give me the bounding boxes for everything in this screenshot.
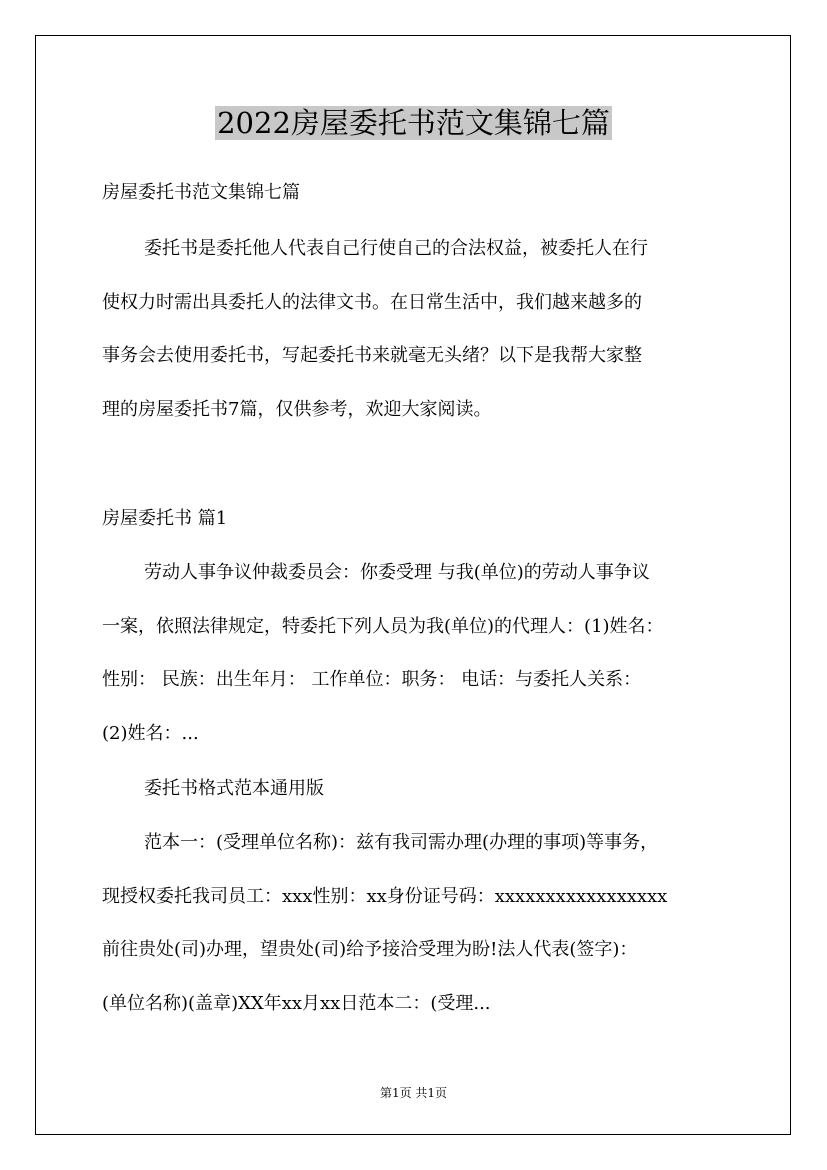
template-line-2: 现授权委托我司员工：xxx性别：xx身份证号码：xxxxxxxxxxxxxxxxx — [102, 885, 668, 907]
page-footer: 第1页 共1页 — [379, 1086, 448, 1100]
section-line-4: (2)姓名：... — [102, 722, 199, 744]
section-line-3: 性别： 民族：出生年月： 工作单位：职务： 电话：与委托人关系： — [102, 669, 642, 690]
template-heading: 委托书格式范本通用版 — [144, 778, 324, 799]
section-line-1: 劳动人事争议仲裁委员会：你委受理 与我(单位)的劳动人事争议 — [144, 562, 650, 583]
intro-line-2: 使权力时需出具委托人的法律文书。在日常生活中，我们越来越多的 — [102, 291, 642, 313]
intro-line-4: 理的房屋委托书7篇，仅供参考，欢迎大家阅读。 — [102, 398, 492, 420]
intro-line-3: 事务会去使用委托书，写起委托书来就毫无头绪？以下是我帮大家整 — [102, 345, 642, 366]
section-paragraph — [102, 546, 742, 760]
document-title — [0, 104, 827, 142]
template-line-1: 范本一：(受理单位名称)：兹有我司需办理(办理的事项)等事务， — [144, 832, 659, 853]
section-line-2: 一案，依照法律规定，特委托下列人员为我(单位)的代理人：(1)姓名： — [102, 615, 664, 637]
subtitle: 房屋委托书范文集锦七篇 — [102, 182, 300, 203]
intro-line-1: 委托书是委托他人代表自己行使自己的合法权益，被委托人在行 — [144, 238, 648, 259]
document-title-text: 2022房屋委托书范文集锦七篇 — [217, 106, 610, 140]
section-heading: 房屋委托书 篇1 — [102, 508, 228, 529]
template-line-4: (单位名称)(盖章)XX年xx月xx日范本二：(受理... — [102, 992, 491, 1014]
template-line-3: 前往贵处(司)办理，望贵处(司)给予接洽受理为盼!法人代表(签字)： — [102, 939, 638, 960]
intro-paragraph — [102, 222, 742, 436]
template-paragraph — [102, 816, 742, 1030]
